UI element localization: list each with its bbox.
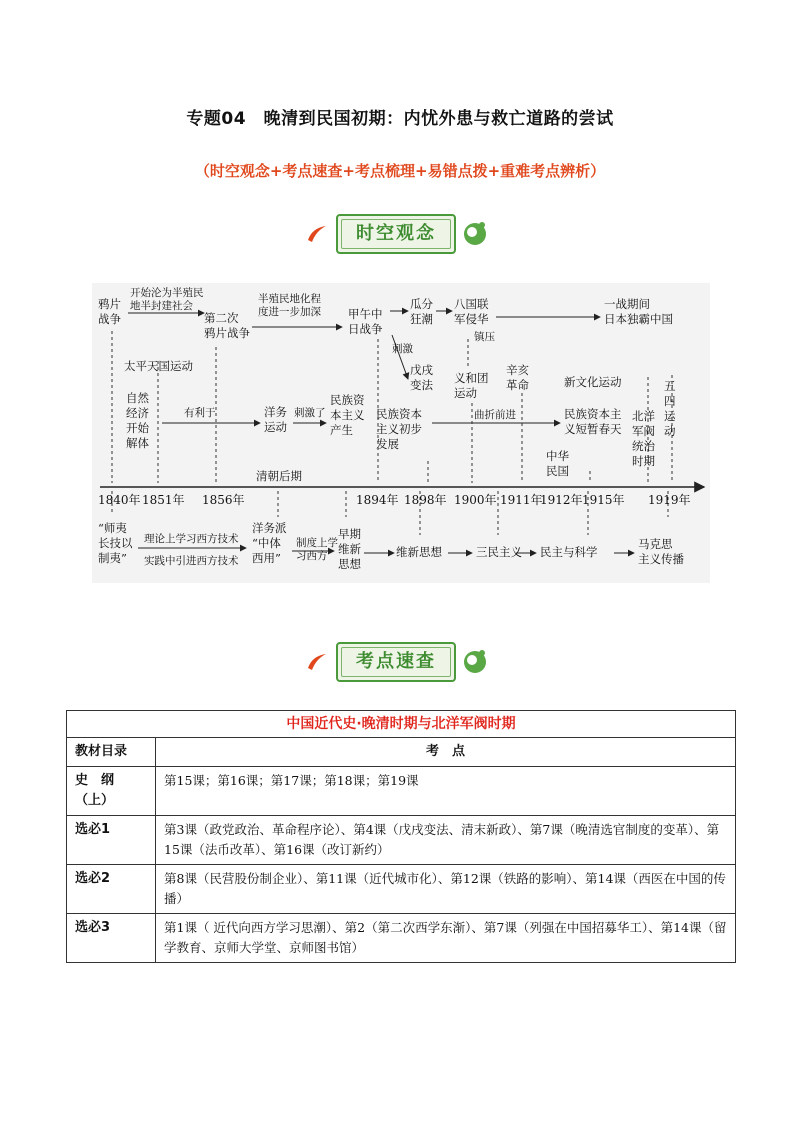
note-national-capitalism-born: 民族资 本主义 产生 <box>330 393 365 437</box>
event-ww1-japan: 一战期间 日本独霸中国 <box>604 297 673 326</box>
row-content: 第1课（ 近代向西方学习思潮）、第2（第二次西学东渐）、第7课（列强在中国招募华工）、第14课（留学教育、京师大学堂、京师图书馆） <box>156 914 736 963</box>
event-may-fourth: 五 四 运 动 <box>664 379 676 438</box>
thought-reform: 维新思想 <box>396 545 442 559</box>
section-banner-timeline <box>298 206 498 262</box>
thought-learn-from-west: “师夷 长技以 制夷” <box>98 521 133 565</box>
row-book: 选必1 <box>67 816 156 865</box>
table-heading: 中国近代史·晚清时期与北洋军阀时期 <box>67 711 736 738</box>
timeline-diagram <box>92 283 710 583</box>
year-label: 1851年 <box>142 493 185 507</box>
period-beiyang-warlords: 北洋 军阀 统治 时期 <box>632 409 655 468</box>
thought-yangwu-school: 洋务派 “中体 西用” <box>252 521 287 565</box>
thought-early-reform: 早期 维新 思想 <box>338 527 361 571</box>
note-national-capitalism-spring: 民族资本主 义短暂春天 <box>564 407 622 436</box>
exam-points-table <box>66 710 736 963</box>
event-taiping: 太平天国运动 <box>124 359 193 373</box>
label-stimulated: 刺激了 <box>294 407 326 419</box>
label-suppress: 镇压 <box>474 331 495 343</box>
event-sino-japanese-war: 甲午中 日战争 <box>348 307 383 336</box>
note-theory: 理论上学习西方技术 <box>144 533 239 545</box>
leaf-circle-icon <box>460 218 490 248</box>
row-book: 选必2 <box>67 865 156 914</box>
page-title: 专题04 晚清到民国初期：内忧外患与救亡道路的尝试 <box>186 109 614 129</box>
table-row <box>67 865 736 914</box>
table-row <box>67 914 736 963</box>
note-practice: 实践中引进西方技术 <box>144 555 239 567</box>
year-label: 1898年 <box>404 493 447 507</box>
event-reform-1898: 戊戌 变法 <box>410 363 433 392</box>
page-subtitle: （时空观念+考点速查+考点梳理+易错点拨+重难考点辨析） <box>194 162 606 180</box>
event-opium-war: 鸦片 战争 <box>98 297 121 326</box>
thought-democracy-science: 民主与科学 <box>540 545 598 559</box>
row-book: 选必3 <box>67 914 156 963</box>
year-label: 1912年 <box>540 493 583 507</box>
stage-semicolonial: 开始沦为半殖民 地半封建社会 <box>130 287 204 312</box>
stage-deepening: 半殖民地化程 度进一步加深 <box>258 293 321 318</box>
year-label: 1894年 <box>356 493 399 507</box>
leaf-circle-icon <box>460 646 490 676</box>
column-header-book: 教材目录 <box>67 738 156 767</box>
banner-label: 时空观念 <box>356 223 436 244</box>
year-label: 1919年 <box>648 493 691 507</box>
event-partition: 瓜分 狂潮 <box>410 297 433 326</box>
section-banner-quickcheck <box>298 634 498 690</box>
banner-label: 考点速查 <box>356 651 436 672</box>
label-twist: 曲折前进 <box>474 409 516 421</box>
row-content: 第8课（民营股份制企业）、第11课（近代城市化）、第12课（铁路的影响）、第14课（西医在中国的传播） <box>156 865 736 914</box>
row-book: 史 纲 （上） <box>67 767 156 816</box>
year-label: 1840年 <box>98 493 141 507</box>
event-boxer-movement: 义和团 运动 <box>454 371 489 400</box>
row-content: 第3课（政党政治、革命程序论）、第4课（戊戌变法、清末新政）、第7课（晚清选官制度的变革）、第15课（法币改革）、第16课（改订新约） <box>156 816 736 865</box>
event-yangwu-movement: 洋务 运动 <box>264 405 287 434</box>
label-stimulate: 刺激 <box>392 343 413 355</box>
row-content: 第15课；第16课；第17课；第18课；第19课 <box>156 767 736 816</box>
table-row <box>67 816 736 865</box>
thought-marxism: 马克思 主义传播 <box>638 537 684 566</box>
thought-three-principles: 三民主义 <box>476 545 522 559</box>
note-national-capitalism-grow: 民族资本 主义初步 发展 <box>376 407 422 451</box>
event-new-culture: 新文化运动 <box>564 375 622 389</box>
event-allied-invasion: 八国联 军侵华 <box>454 297 489 326</box>
note-economy-dissolve: 自然 经济 开始 解体 <box>126 391 149 450</box>
swoosh-icon <box>306 650 328 672</box>
event-xinhai-revolution: 辛亥 革命 <box>506 363 529 392</box>
year-label: 1915年 <box>582 493 625 507</box>
year-label: 1856年 <box>202 493 245 507</box>
label-beneficial: 有利于 <box>184 407 216 419</box>
swoosh-icon <box>306 222 328 244</box>
year-label: 1911年 <box>500 493 543 507</box>
event-roc: 中华 民国 <box>546 449 569 478</box>
year-label: 1900年 <box>454 493 497 507</box>
table-row <box>67 767 736 816</box>
period-late-qing: 清朝后期 <box>256 469 302 483</box>
note-system: 制度上学 习西方 <box>296 537 338 562</box>
column-header-points: 考 点 <box>156 738 736 767</box>
event-second-opium-war: 第二次 鸦片战争 <box>204 311 250 340</box>
